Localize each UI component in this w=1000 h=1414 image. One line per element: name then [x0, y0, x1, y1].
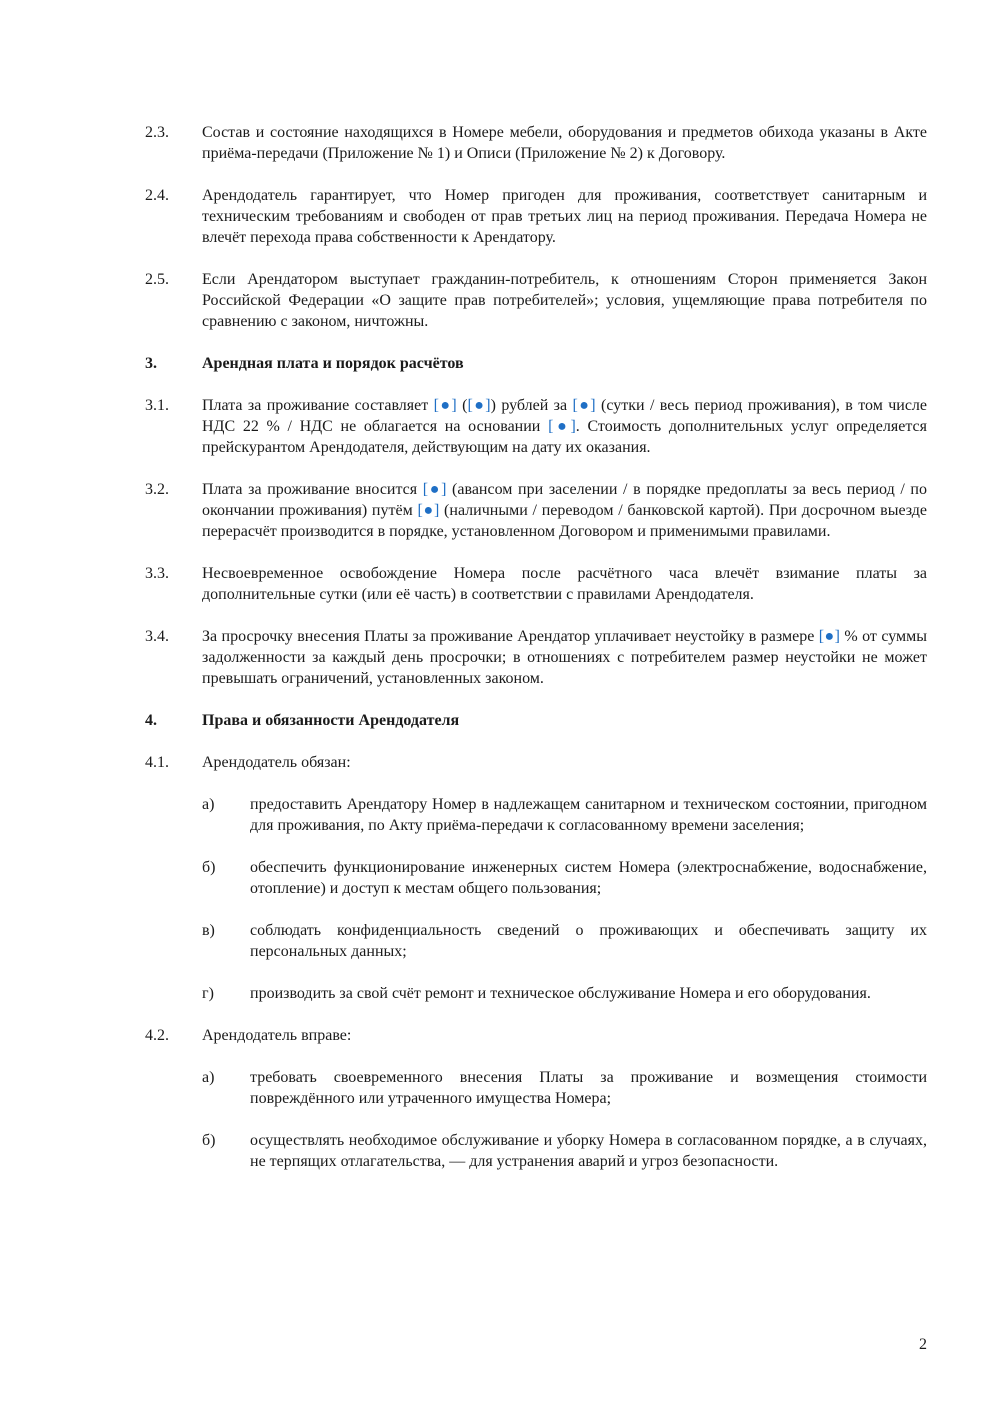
clause-text	[202, 626, 927, 689]
text-run: . Стоимость дополнительных услуг определяется прейскурантом Арендодателя, действующим на дату их оказания.	[202, 418, 927, 456]
clause-text	[202, 1025, 927, 1046]
section-heading	[145, 710, 927, 731]
clause	[145, 122, 927, 164]
text-run: Права и обязанности Арендодателя	[202, 712, 460, 729]
placeholder-field: [●]	[572, 397, 596, 414]
text-run: % от суммы задолженности за каждый день просрочки; в отношениях с потребителем размер неустойки не может превышать ограничений, установленных законом.	[202, 628, 927, 687]
clause-number: 3.1.	[145, 397, 169, 414]
clause-number: 3.	[145, 355, 157, 372]
clause-number: 3.2.	[145, 481, 169, 498]
placeholder-field: [●]	[422, 481, 447, 498]
clause-text	[202, 479, 927, 542]
clause	[145, 752, 927, 773]
list-item	[145, 794, 927, 836]
clause	[145, 185, 927, 248]
section-title	[202, 710, 927, 731]
placeholder-field: [●]	[417, 502, 440, 519]
clause-number: 3.3.	[145, 565, 169, 582]
clause-number: 2.4.	[145, 187, 169, 204]
list-item-marker: б)	[202, 859, 216, 876]
placeholder-field: [●]	[433, 397, 457, 414]
list-item	[145, 1067, 927, 1109]
text-run: За просрочку внесения Платы за проживание Арендатор уплачивает неустойку в размере	[202, 628, 819, 645]
text-run: Арендодатель вправе:	[202, 1027, 352, 1044]
clause	[145, 563, 927, 605]
text-run: (	[456, 397, 468, 414]
list-item-text: требовать своевременного внесения Платы за проживание и возмещения стоимости повреждённого или утраченного имущества Номера;	[250, 1069, 927, 1107]
text-run: Плата за проживание вносится	[202, 481, 423, 498]
text-run: Плата за проживание составляет	[202, 397, 434, 414]
clause-text	[202, 185, 927, 248]
text-run: Арендодатель гарантирует, что Номер пригоден для проживания, соответствует санитарным и техническим требованиям и свободен от прав третьих лиц на период проживания. Передача Номера не влечёт перехода права собственности к Арендатору.	[202, 187, 927, 246]
list-item-text: соблюдать конфиденциальность сведений о проживающих и обеспечивать защиту их персональных данных;	[250, 922, 927, 960]
section-title	[202, 353, 927, 374]
clause-text	[202, 269, 927, 332]
placeholder-field: [●]	[818, 628, 840, 645]
clause	[145, 395, 927, 458]
text-run: Арендная плата и порядок расчётов	[202, 355, 464, 372]
clause	[145, 1025, 927, 1046]
clause	[145, 269, 927, 332]
clause-number: 3.4.	[145, 628, 169, 645]
section-heading	[145, 353, 927, 374]
clause-text	[202, 395, 927, 458]
placeholder-field: [●]	[467, 397, 491, 414]
list-item-text: предоставить Арендатору Номер в надлежащем санитарном и техническом состоянии, пригодном для проживания, по Акту приёма-передачи к согласованному времени заселения;	[250, 796, 927, 834]
list-item	[145, 1130, 927, 1172]
list-item-marker: а)	[202, 1069, 215, 1086]
clause-text	[202, 122, 927, 164]
document-body	[145, 122, 927, 1193]
clause-number: 4.	[145, 712, 157, 729]
text-run: Несвоевременное освобождение Номера после расчётного часа влечёт взимание платы за дополнительные сутки (или её часть) в соответствии с правилами Арендодателя.	[202, 565, 927, 603]
clause	[145, 479, 927, 542]
list-item	[145, 857, 927, 899]
clause-text	[202, 752, 927, 773]
list-item-marker: в)	[202, 922, 215, 939]
list-item	[145, 983, 927, 1004]
text-run: (наличными / переводом / банковской картой). При досрочном выезде перерасчёт производится в порядке, установленном Договором и применимыми правилами.	[202, 502, 928, 540]
list-item-marker: г)	[202, 985, 214, 1002]
clause-number: 2.3.	[145, 124, 169, 141]
clause-number: 4.2.	[145, 1027, 169, 1044]
text-run: Если Арендатором выступает гражданин-потребитель, к отношениям Сторон применяется Закон Российской Федерации «О защите прав потребителей»; условия, ущемляющие права потребителя по сравнению с законом, ничтожны.	[202, 271, 927, 330]
clause-number: 2.5.	[145, 271, 169, 288]
clause-text	[202, 563, 927, 605]
clause-number: 4.1.	[145, 754, 169, 771]
list-item-text: обеспечить функционирование инженерных систем Номера (электроснабжение, водоснабжение, отопление) и доступ к местам общего пользования;	[250, 859, 927, 897]
list-item-text: осуществлять необходимое обслуживание и уборку Номера в согласованном порядке, а в случаях, не терпящих отлагательства, — для устранения аварий и угроз безопасности.	[250, 1132, 927, 1170]
list-item-text: производить за свой счёт ремонт и техническое обслуживание Номера и его оборудования.	[250, 985, 871, 1002]
list-item	[145, 920, 927, 962]
placeholder-field: [●]	[548, 418, 576, 435]
text-run: Арендодатель обязан:	[202, 754, 351, 771]
text-run: ) рублей за	[490, 397, 573, 414]
list-item-marker: б)	[202, 1132, 216, 1149]
list-item-marker: а)	[202, 796, 215, 813]
text-run: (авансом при заселении / в порядке предоплаты за весь период / по окончании проживания) путём	[202, 481, 927, 519]
text-run: Состав и состояние находящихся в Номере мебели, оборудования и предметов обихода указаны в Акте приёма-передачи (Приложение № 1) и Описи (Приложение № 2) к Договору.	[202, 124, 927, 162]
page-number: 2	[919, 1336, 927, 1353]
text-run: (сутки / весь период проживания), в том числе НДС 22 % / НДС не облагается на основании	[202, 397, 928, 435]
clause	[145, 626, 927, 689]
